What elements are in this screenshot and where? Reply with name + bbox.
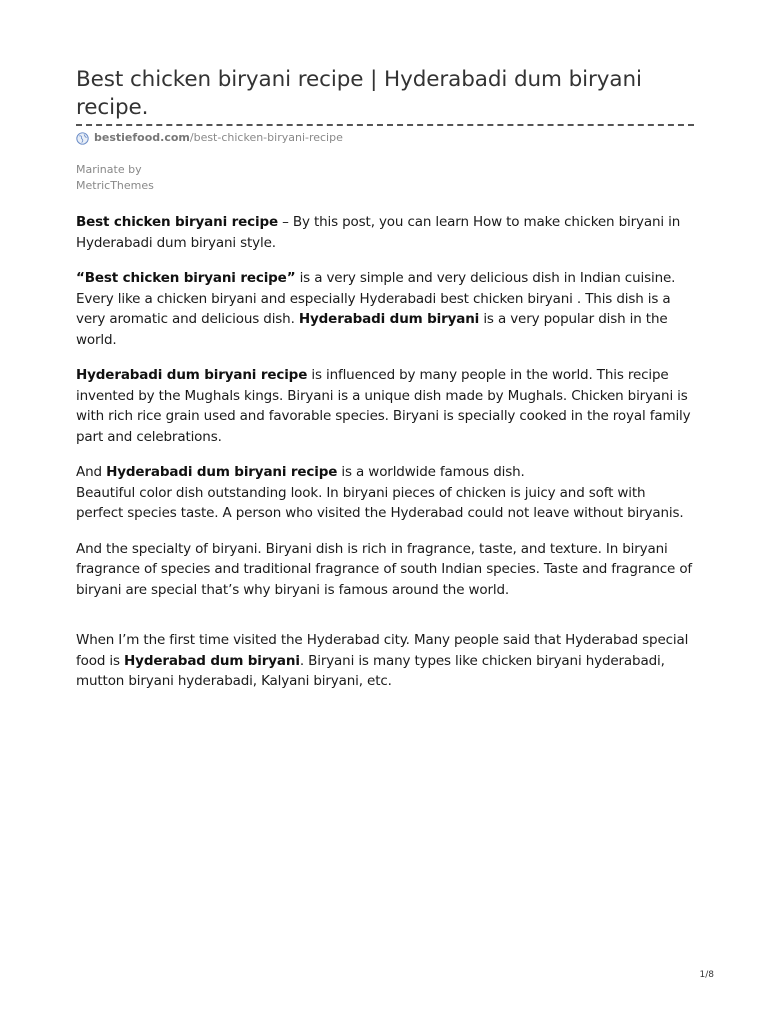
bold-phrase: Hyderabad dum biryani: [124, 652, 300, 669]
bold-phrase: Hyderabadi dum biryani recipe: [76, 367, 308, 383]
paragraph-text: – By this post, you can learn How to make chicken biryani in Hyderabadi dum biryani style.: [76, 214, 681, 251]
paragraph-text: is influenced by many people in the world. This recipe invented by the Mughals kings. Biryani is a unique dish made by Mughals. Chicken biryani is with rich rice grain used and favorable species. Biryani is specially cooked in the royal family part and celebrations.: [76, 367, 691, 445]
paragraph-text: is a worldwide famous dish.: [337, 464, 525, 480]
bold-phrase: Hyderabadi dum biryani: [298, 311, 480, 327]
paragraph-text: . Biryani is many types like chicken biryani hyderabadi, mutton biryani hyderabadi, Kalyani biryani, etc.: [76, 652, 665, 689]
page-number: 1/8: [699, 970, 714, 980]
globe-icon: [76, 132, 89, 145]
paragraph-text: And the specialty of biryani. Biryani dish is rich in fragrance, taste, and texture. In biryani fragrance of species and traditional fragrance of south Indian species. Taste and fragrance of biryani are special that’s why biryani is famous around the world.: [76, 540, 693, 598]
paragraph-4: [76, 462, 694, 524]
paragraph-text: And: [76, 464, 107, 480]
byline-author: MetricThemes: [76, 178, 154, 192]
document-page: [76, 66, 694, 707]
byline: [76, 162, 694, 193]
paragraph-text: is a very simple and very delicious dish in Indian cuisine. Every like a chicken biryani and especially Hyderabadi best chicken biryani . This dish is a very aromatic and delicious dish.: [76, 270, 676, 327]
bold-phrase: Best chicken biryani recipe: [76, 214, 278, 230]
paragraph-2: [76, 268, 694, 350]
page-title: Best chicken biryani recipe | Hyderabadi dum biryani recipe.: [76, 66, 694, 126]
bold-phrase: Hyderabadi dum biryani recipe: [106, 464, 338, 480]
source-path: /best-chicken-biryani-recipe: [189, 131, 343, 144]
source-domain: bestiefood.com: [94, 131, 190, 144]
paragraph-text: is a very popular dish in the world.: [76, 311, 668, 348]
source-link[interactable]: [76, 131, 694, 145]
paragraph-1: [76, 212, 694, 253]
paragraph-text: When I’m the first time visited the Hyderabad city. Many people said that Hyderabad special food is: [76, 632, 689, 669]
paragraph-text: Beautiful color dish outstanding look. In biryani pieces of chicken is juicy and soft with perfect species taste. A person who visited the Hyderabad could not leave without biryanis.: [76, 484, 684, 521]
byline-label: Marinate by: [76, 163, 142, 176]
paragraph-5: [76, 539, 694, 601]
article-body: [76, 212, 694, 692]
bold-phrase: “Best chicken biryani recipe”: [76, 270, 296, 286]
paragraph-6: [76, 630, 694, 692]
paragraph-3: [76, 365, 694, 447]
